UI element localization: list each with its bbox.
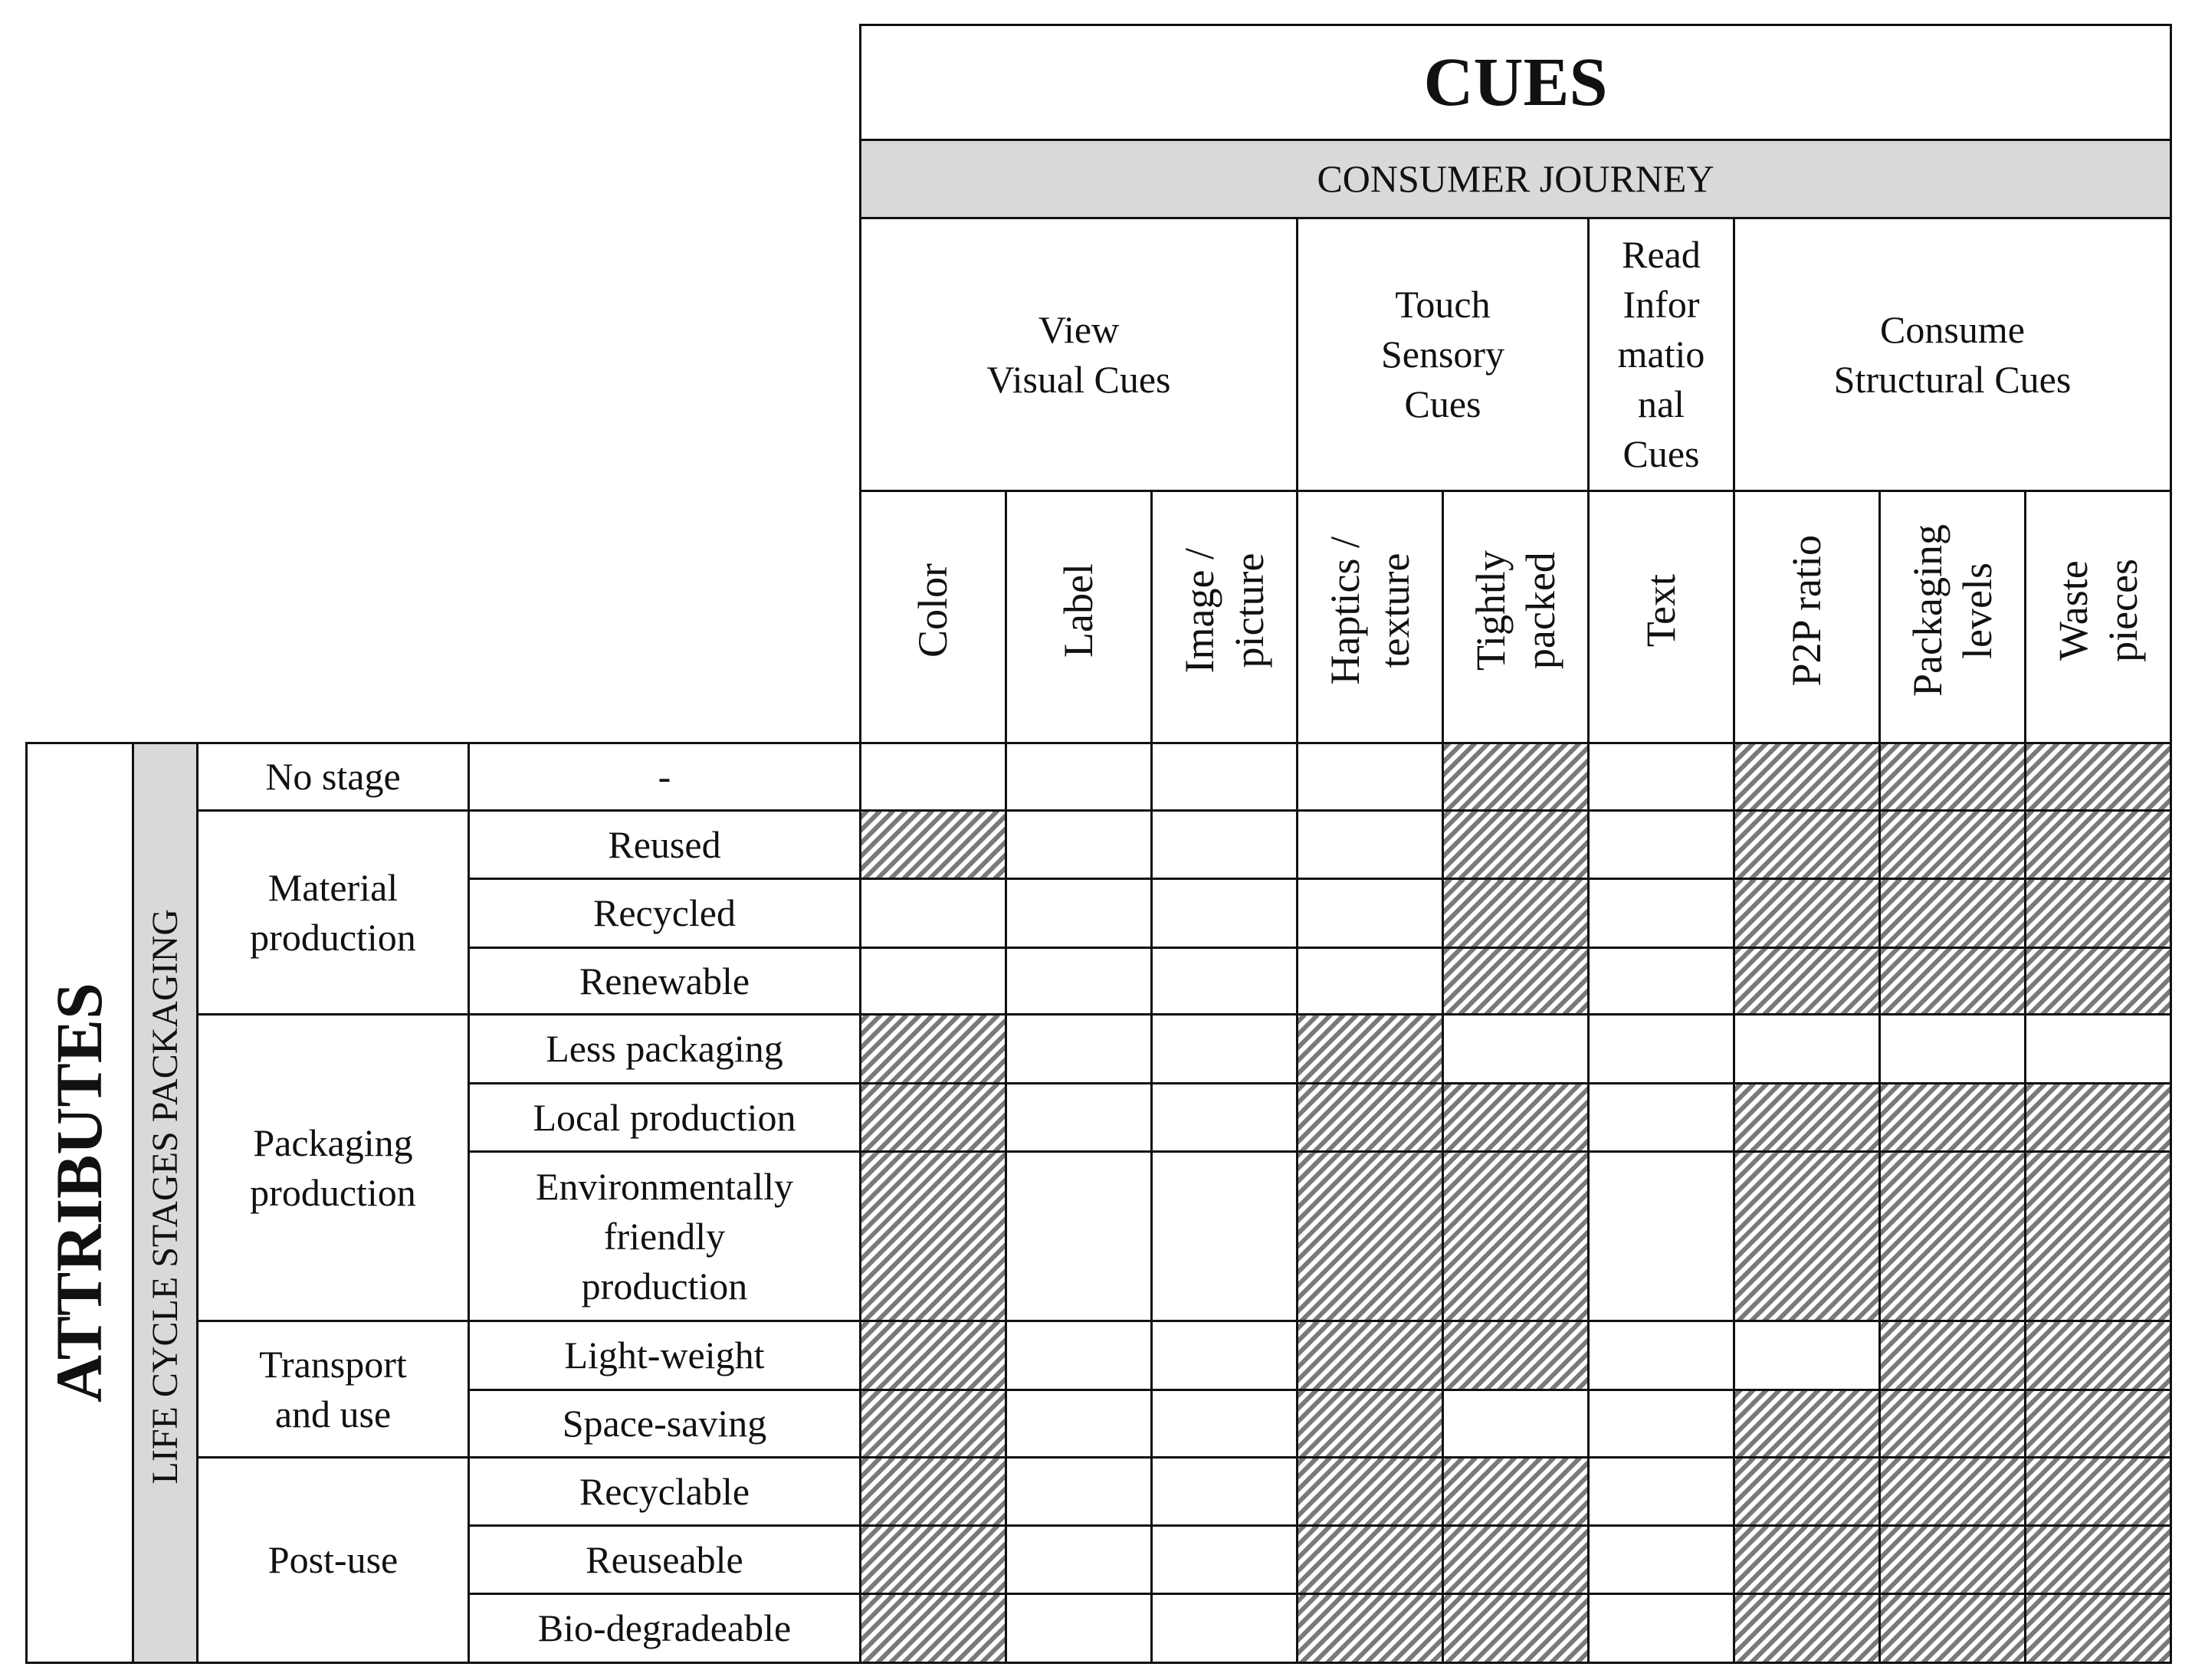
- cell-text: Read Infor matio nal Cues: [1617, 233, 1705, 475]
- hatched-cell: [1298, 1152, 1443, 1321]
- cell-text: Image / picture: [1176, 547, 1272, 674]
- hatched-cell: [1443, 948, 1589, 1015]
- table-title: [861, 25, 2171, 140]
- empty-cell: [1152, 743, 1298, 811]
- empty-cell: [861, 879, 1006, 948]
- group-header: [1589, 218, 1734, 491]
- hatched-cell: [1734, 743, 1880, 811]
- empty-cell: [1152, 1152, 1298, 1321]
- hatched-cell: [2026, 1458, 2171, 1526]
- hatched-cell: [1880, 1321, 2026, 1390]
- attribute-label: [469, 1390, 861, 1458]
- hatched-cell: [861, 1594, 1006, 1663]
- table-row: [27, 811, 2171, 879]
- group-header: [1298, 218, 1589, 491]
- attribute-label: [469, 1594, 861, 1663]
- cell-text: LIFE CYCLE STAGES PACKAGING: [144, 909, 185, 1485]
- empty-cell: [1298, 743, 1443, 811]
- hatched-cell: [861, 811, 1006, 879]
- empty-cell: [1152, 948, 1298, 1015]
- attribute-label: [469, 1152, 861, 1321]
- group-header: [1734, 218, 2171, 491]
- hatched-cell: [1880, 1594, 2026, 1663]
- empty-cell: [1006, 743, 1152, 811]
- hatched-cell: [1734, 879, 1880, 948]
- empty-cell: [1298, 948, 1443, 1015]
- cell-text: Consume Structural Cues: [1833, 307, 2072, 401]
- cell-text: P2P ratio: [1783, 534, 1830, 687]
- empty-cell: [1006, 1015, 1152, 1084]
- hatched-cell: [1880, 879, 2026, 948]
- cell-text: View Visual Cues: [986, 307, 1171, 401]
- empty-cell: [1006, 811, 1152, 879]
- empty-cell: [2026, 1015, 2171, 1084]
- cell-text: Text: [1638, 573, 1685, 647]
- row-axis-label: [27, 743, 133, 1663]
- stage-label: [198, 811, 469, 1015]
- hatched-cell: [2026, 1390, 2171, 1458]
- hatched-cell: [2026, 743, 2171, 811]
- cell-text: Haptics / texture: [1321, 536, 1418, 685]
- hatched-cell: [1880, 1152, 2026, 1321]
- hatched-cell: [1880, 811, 2026, 879]
- hatched-cell: [861, 1458, 1006, 1526]
- hatched-cell: [1734, 1390, 1880, 1458]
- hatched-cell: [861, 1015, 1006, 1084]
- empty-cell: [1152, 1526, 1298, 1594]
- hatched-cell: [1880, 1526, 2026, 1594]
- attribute-label: [469, 1458, 861, 1526]
- cell-text: Bio-degradeable: [537, 1606, 792, 1649]
- hatched-cell: [2026, 879, 2171, 948]
- cell-text: Recyclable: [579, 1469, 750, 1513]
- hatched-cell: [1734, 811, 1880, 879]
- column-header: [1589, 491, 1734, 743]
- empty-cell: [1443, 1390, 1589, 1458]
- empty-cell: [1152, 1458, 1298, 1526]
- hatched-cell: [861, 1084, 1006, 1152]
- hatched-cell: [1443, 1084, 1589, 1152]
- attribute-label: [469, 879, 861, 948]
- column-header: [1006, 491, 1152, 743]
- empty-cell: [1152, 1390, 1298, 1458]
- hatched-cell: [1734, 1526, 1880, 1594]
- attribute-label: [469, 743, 861, 811]
- cell-text: Packaging levels: [1904, 523, 2000, 697]
- hatched-cell: [861, 1321, 1006, 1390]
- cell-text: Reuseable: [586, 1537, 743, 1581]
- empty-cell: [1589, 948, 1734, 1015]
- empty-cell: [1443, 1015, 1589, 1084]
- empty-cell: [1589, 1152, 1734, 1321]
- column-header: [861, 491, 1006, 743]
- hatched-cell: [861, 1390, 1006, 1458]
- empty-cell: [1006, 879, 1152, 948]
- hatched-cell: [1298, 1526, 1443, 1594]
- cell-text: CONSUMER JOURNEY: [1317, 157, 1714, 200]
- cell-text: Waste pieces: [2049, 558, 2146, 662]
- empty-cell: [1006, 1390, 1152, 1458]
- hatched-cell: [2026, 1084, 2171, 1152]
- attribute-label: [469, 948, 861, 1015]
- hatched-cell: [2026, 1321, 2171, 1390]
- hatched-cell: [1734, 1458, 1880, 1526]
- empty-cell: [1006, 948, 1152, 1015]
- stage-label: [198, 1458, 469, 1663]
- empty-cell: [1152, 1084, 1298, 1152]
- column-header: [2026, 491, 2171, 743]
- empty-cell: [1589, 811, 1734, 879]
- hatched-cell: [2026, 1526, 2171, 1594]
- column-header: [1880, 491, 2026, 743]
- attribute-label: [469, 1084, 861, 1152]
- hatched-cell: [861, 1526, 1006, 1594]
- cell-text: Color: [910, 563, 956, 658]
- attribute-label: [469, 1526, 861, 1594]
- hatched-cell: [1443, 1321, 1589, 1390]
- cell-text: Packaging production: [250, 1121, 416, 1214]
- hatched-cell: [2026, 948, 2171, 1015]
- group-header: [861, 218, 1298, 491]
- hatched-cell: [1298, 1594, 1443, 1663]
- attribute-label: [469, 1015, 861, 1084]
- hatched-cell: [1734, 1594, 1880, 1663]
- empty-cell: [861, 948, 1006, 1015]
- table-row: [27, 743, 2171, 811]
- cell-text: Less packaging: [546, 1027, 783, 1070]
- hatched-cell: [1880, 1084, 2026, 1152]
- cell-text: No stage: [265, 755, 401, 798]
- cell-text: Touch Sensory Cues: [1380, 283, 1505, 425]
- hatched-cell: [1880, 1390, 2026, 1458]
- cell-text: ATTRIBUTES: [42, 982, 116, 1403]
- column-header: [1443, 491, 1589, 743]
- column-header: [1152, 491, 1298, 743]
- cell-text: Renewable: [579, 959, 750, 1002]
- cell-text: -: [658, 755, 671, 798]
- table-row: [27, 1458, 2171, 1526]
- cell-text: Label: [1055, 563, 1102, 658]
- hatched-cell: [1298, 1390, 1443, 1458]
- empty-corner: [27, 25, 861, 743]
- empty-cell: [1006, 1458, 1152, 1526]
- cell-text: Recycled: [592, 891, 736, 934]
- attribute-label: [469, 811, 861, 879]
- hatched-cell: [1443, 1152, 1589, 1321]
- table-row: [27, 1321, 2171, 1390]
- hatched-cell: [1734, 1152, 1880, 1321]
- hatched-cell: [1443, 1594, 1589, 1663]
- empty-cell: [1152, 879, 1298, 948]
- cell-text: Post-use: [267, 1538, 399, 1581]
- hatched-cell: [1443, 743, 1589, 811]
- empty-cell: [1006, 1526, 1152, 1594]
- hatched-cell: [861, 1152, 1006, 1321]
- hatched-cell: [2026, 811, 2171, 879]
- empty-cell: [1006, 1594, 1152, 1663]
- cell-text: Local production: [533, 1095, 796, 1139]
- empty-cell: [1589, 1015, 1734, 1084]
- cell-text: Environmentally friendly production: [535, 1164, 794, 1308]
- empty-cell: [1006, 1084, 1152, 1152]
- empty-cell: [1734, 1015, 1880, 1084]
- empty-cell: [1589, 1321, 1734, 1390]
- hatched-cell: [1443, 811, 1589, 879]
- empty-cell: [1589, 1458, 1734, 1526]
- hatched-cell: [1298, 1015, 1443, 1084]
- empty-cell: [1298, 879, 1443, 948]
- column-header: [1734, 491, 1880, 743]
- hatched-cell: [1734, 1084, 1880, 1152]
- empty-cell: [861, 743, 1006, 811]
- hatched-cell: [1880, 743, 2026, 811]
- empty-cell: [1589, 1390, 1734, 1458]
- empty-cell: [1006, 1152, 1152, 1321]
- hatched-cell: [1443, 1458, 1589, 1526]
- cell-text: Tightly packed: [1467, 550, 1563, 671]
- empty-cell: [1734, 1321, 1880, 1390]
- hatched-cell: [1443, 1526, 1589, 1594]
- hatched-cell: [1298, 1458, 1443, 1526]
- empty-cell: [1880, 1015, 2026, 1084]
- empty-cell: [1589, 1084, 1734, 1152]
- empty-cell: [1152, 811, 1298, 879]
- cell-text: Light-weight: [564, 1334, 765, 1376]
- row-sub-label: [133, 743, 198, 1663]
- stage-label: [198, 1015, 469, 1321]
- hatched-cell: [1880, 1458, 2026, 1526]
- empty-cell: [1298, 811, 1443, 879]
- cell-text: Transport and use: [259, 1342, 407, 1436]
- hatched-cell: [1880, 948, 2026, 1015]
- empty-cell: [1589, 743, 1734, 811]
- empty-cell: [1006, 1321, 1152, 1390]
- hatched-cell: [2026, 1594, 2171, 1663]
- empty-cell: [1589, 1594, 1734, 1663]
- hatched-cell: [1298, 1321, 1443, 1390]
- cell-text: Reused: [608, 822, 721, 866]
- hatched-cell: [2026, 1152, 2171, 1321]
- empty-cell: [1589, 1526, 1734, 1594]
- column-header: [1298, 491, 1443, 743]
- empty-cell: [1152, 1594, 1298, 1663]
- empty-cell: [1152, 1015, 1298, 1084]
- hatched-cell: [1443, 879, 1589, 948]
- hatched-cell: [1298, 1084, 1443, 1152]
- table-row: [27, 1015, 2171, 1084]
- hatched-cell: [1734, 948, 1880, 1015]
- empty-cell: [1152, 1321, 1298, 1390]
- cell-text: Material production: [250, 865, 416, 959]
- cell-text: CUES: [1423, 44, 1608, 120]
- stage-label: [198, 1321, 469, 1458]
- stage-label: [198, 743, 469, 811]
- attribute-label: [469, 1321, 861, 1390]
- cell-text: Space-saving: [562, 1402, 767, 1445]
- table-subtitle: [861, 140, 2171, 218]
- empty-cell: [1589, 879, 1734, 948]
- cues-attributes-matrix: [25, 24, 2172, 1664]
